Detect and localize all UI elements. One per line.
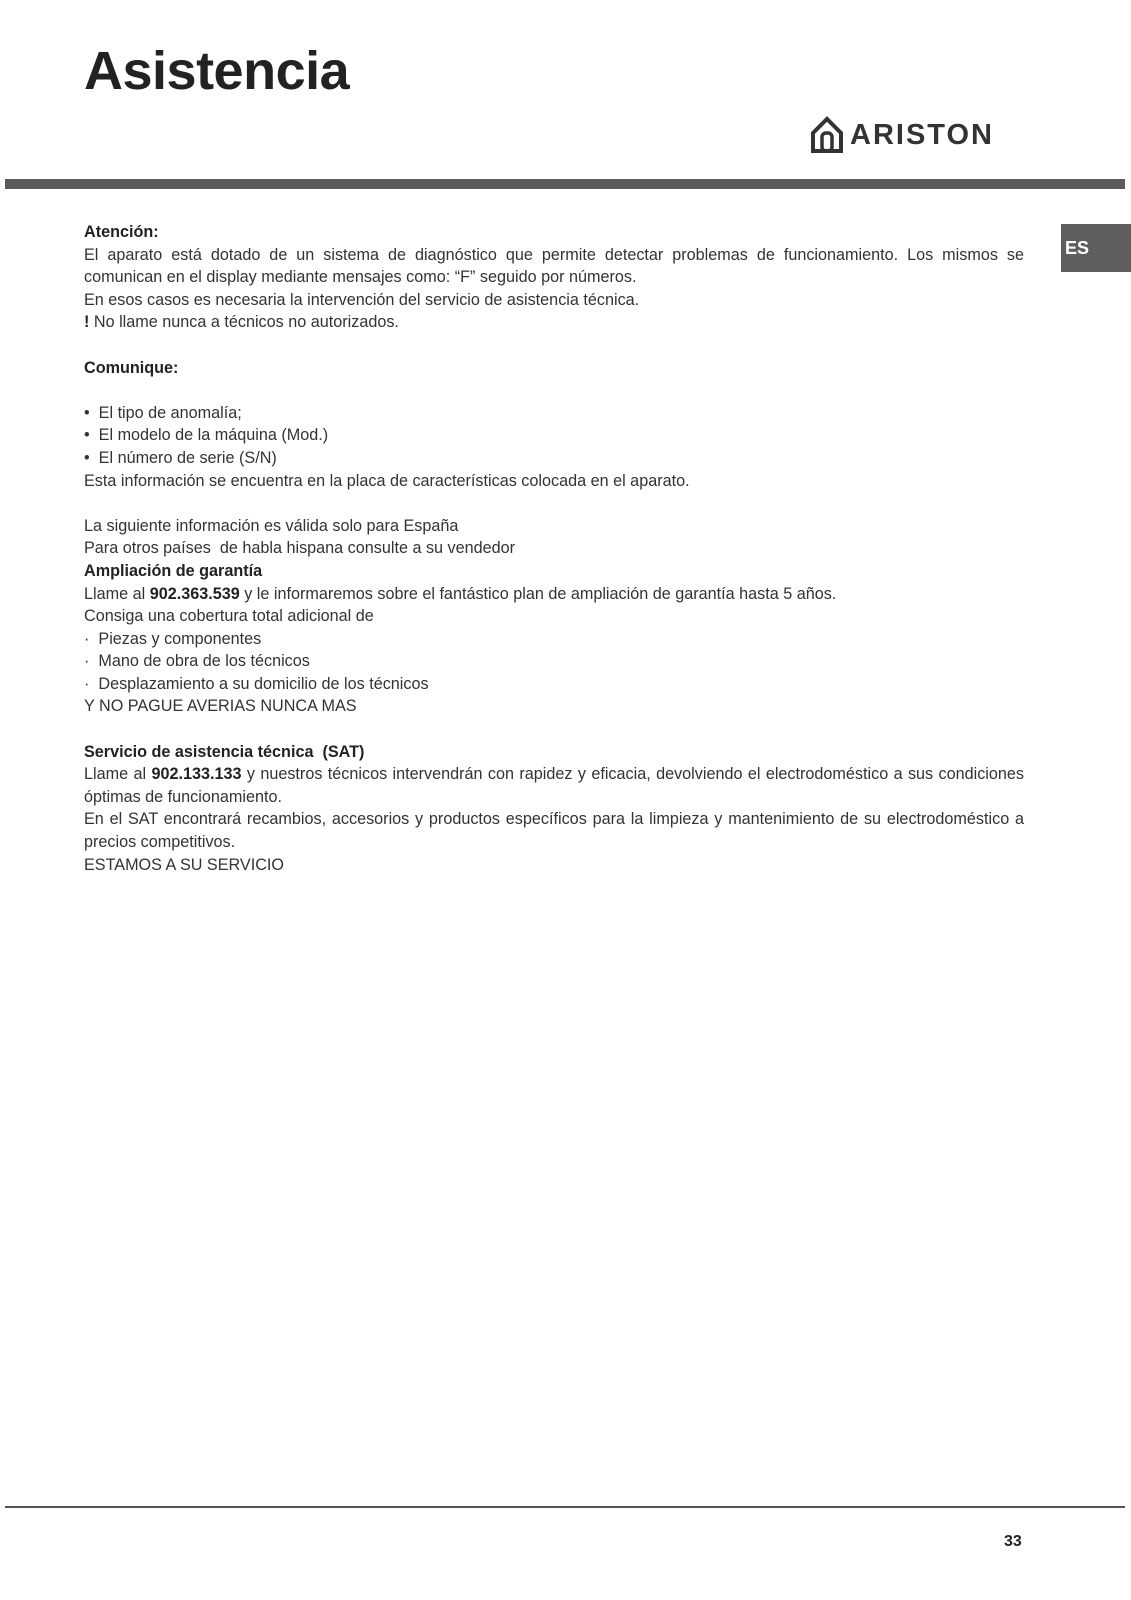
garantia-slogan: Y NO PAGUE AVERIAS NUNCA MAS xyxy=(84,697,357,716)
sat-phone: 902.133.133 xyxy=(151,765,242,784)
list-item: • El modelo de la máquina (Mod.) xyxy=(84,426,329,445)
comunique-note: Esta información se encuentra en la placa de características colocada en el aparato. xyxy=(84,471,690,490)
warning-line xyxy=(84,311,1024,334)
garantia-call: Llame al 902.363.539 y le informaremos sobre el fantástico plan de ampliación de garantía hasta 5 años. xyxy=(84,584,837,603)
page-number: 33 xyxy=(1004,1533,1022,1550)
language-tab: ES xyxy=(1061,224,1131,272)
spain-note-line-1: La siguiente información es válida solo para España xyxy=(84,516,459,535)
footer-divider xyxy=(5,1506,1125,1508)
brand-name: ARISTON xyxy=(850,118,994,151)
document-body xyxy=(84,221,1024,876)
atencion-paragraph: El aparato está dotado de un sistema de diagnóstico que permite detectar problemas de funcionamiento. Los mismos se comunican en el display mediante mensajes como: “F” seguido por números. xyxy=(84,245,1024,287)
brand-logo xyxy=(810,116,994,154)
warning-text: No llame nunca a técnicos no autorizados. xyxy=(89,313,399,332)
sat-closing: ESTAMOS A SU SERVICIO xyxy=(84,855,285,874)
warning-mark: ! xyxy=(84,313,90,332)
house-logo-icon xyxy=(810,116,844,154)
spain-note-line-2: Para otros países de habla hispana consulte a su vendedor xyxy=(84,539,516,558)
sat-call: Llame al 902.133.133 y nuestros técnicos intervendrán con rapidez y eficacia, devolviendo el electrodoméstico a sus condiciones óptimas de funcionamiento. xyxy=(84,765,1025,806)
garantia-coverage-intro: Consiga una cobertura total adicional de xyxy=(84,607,374,626)
sat-heading: Servicio de asistencia técnica (SAT) xyxy=(84,742,365,761)
sat-paragraph: En el SAT encontrará recambios, accesorios y productos específicos para la limpieza y mantenimiento de su electrodoméstico a precios competitivos. xyxy=(84,810,1024,852)
list-item: · Desplazamiento a su domicilio de los técnicos xyxy=(84,674,429,693)
garantia-phone: 902.363.539 xyxy=(149,584,240,603)
atencion-heading: Atención: xyxy=(84,223,159,241)
list-item: · Piezas y componentes xyxy=(84,629,262,648)
list-item: • El número de serie (S/N) xyxy=(84,448,277,467)
header-divider xyxy=(5,179,1125,189)
page-title: Asistencia xyxy=(84,41,350,101)
list-item: • El tipo de anomalía; xyxy=(84,403,242,422)
garantia-heading: Ampliación de garantía xyxy=(84,561,263,580)
comunique-heading: Comunique: xyxy=(84,358,179,377)
atencion-paragraph-2: En esos casos es necesaria la intervención del servicio de asistencia técnica. xyxy=(84,290,640,309)
list-item: · Mano de obra de los técnicos xyxy=(84,652,310,671)
